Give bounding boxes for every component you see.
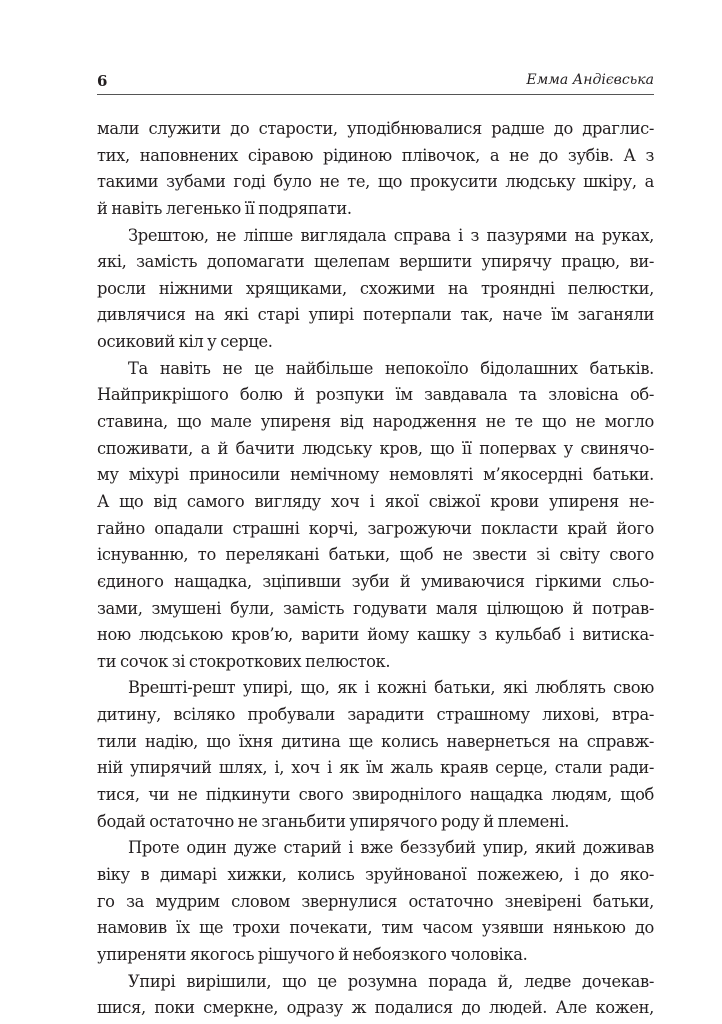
text-line: Проте один дуже старий і вже беззубий упир, який доживав — [128, 838, 654, 858]
text-line: й навіть легенько її подряпати. — [97, 198, 352, 218]
text-line: намовив їх ще трохи почекати, тим часом узявши нянькою до — [97, 918, 654, 938]
text-line: упиреняти якогось рішучого й небоязкого чоловіка. — [97, 944, 528, 964]
text-line: тили надію, що їхня дитина ще колись навернеться на справж- — [97, 731, 654, 751]
text-line: бодай остаточно не зганьбити упирячого роду й племені. — [97, 811, 570, 831]
text-line: го за мудрим словом звернулися остаточно зневірені батьки, — [97, 891, 654, 911]
text-line: тих, наповнених сіравою рідиною плівочок, а не до зубів. А з — [97, 145, 654, 165]
text-line: Врешті-решт упирі, що, як і кожні батьки, які люблять свою — [128, 678, 654, 698]
text-line: ній упирячий шлях, і, хоч і як їм жаль краяв серце, стали ради- — [97, 758, 654, 778]
page-number: 6 — [97, 72, 108, 90]
text-line: гайно опадали страшні корчі, загрожуючи покласти край його — [97, 518, 654, 538]
text-line: такими зубами годі було не те, що прокусити людську шкіру, а — [97, 172, 654, 192]
text-line: Найприкрішого болю й розпуки їм завдавала та зловісна об- — [97, 385, 654, 405]
text-line: віку в димарі хижки, колись зруйнованої пожежею, і до яко- — [97, 864, 654, 884]
text-line: зами, змушені були, замість годувати маля цілющою й потрав- — [97, 598, 654, 618]
text-line: Упирі вирішили, що це розумна порада й, ледве дочекав- — [128, 971, 654, 991]
text-line: які, замість допомагати щелепам вершити упирячу працю, ви- — [97, 252, 654, 272]
text-line: осиковий кіл у серце. — [97, 332, 273, 352]
text-line: тися, чи не підкинути свого звироднілого нащадка людям, щоб — [97, 785, 654, 805]
text-line: шися, поки смеркне, одразу ж подалися до людей. Але кожен, — [97, 998, 654, 1018]
text-line: споживати, а й бачити людську кров, що її попервах у свинячо- — [97, 438, 654, 458]
text-line: дитину, всіляко пробували зарадити страшному лихові, втра- — [97, 705, 654, 725]
text-line: му міхурі приносили немічному немовляті м’якосердні батьки. — [97, 465, 654, 485]
text-line: ною людською кров’ю, варити йому кашку з кульбаб і витиска- — [97, 625, 654, 645]
text-line: росли ніжними хрящиками, схожими на трояндні пелюстки, — [97, 278, 654, 298]
body-text — [97, 116, 654, 1022]
text-line: мали служити до старости, уподібнювалися радше до драглис- — [97, 119, 654, 138]
text-line: Та навіть не це найбільше непокоїло бідолашних батьків. — [128, 358, 654, 378]
text-line: єдиного нащадка, зціпивши зуби й умиваючися гіркими сльо- — [97, 571, 654, 591]
text-line: ставина, що мале упиреня від народження не те що не могло — [97, 412, 654, 432]
text-line: дивлячися на які старі упирі потерпали так, наче їм заганяли — [97, 305, 654, 325]
running-head-author: Емма Андієвська — [526, 72, 654, 88]
text-line: А що від самого вигляду хоч і якої свіжої крови упиреня не- — [97, 491, 654, 511]
text-line: існуванню, то перелякані батьки, щоб не звести зі світу свого — [97, 545, 654, 565]
page-header — [97, 70, 654, 95]
text-line: ти сочок зі стокроткових пелюсток. — [97, 651, 391, 671]
text-line: Зрештою, не ліпше виглядала справа і з пазурями на руках, — [128, 225, 654, 245]
